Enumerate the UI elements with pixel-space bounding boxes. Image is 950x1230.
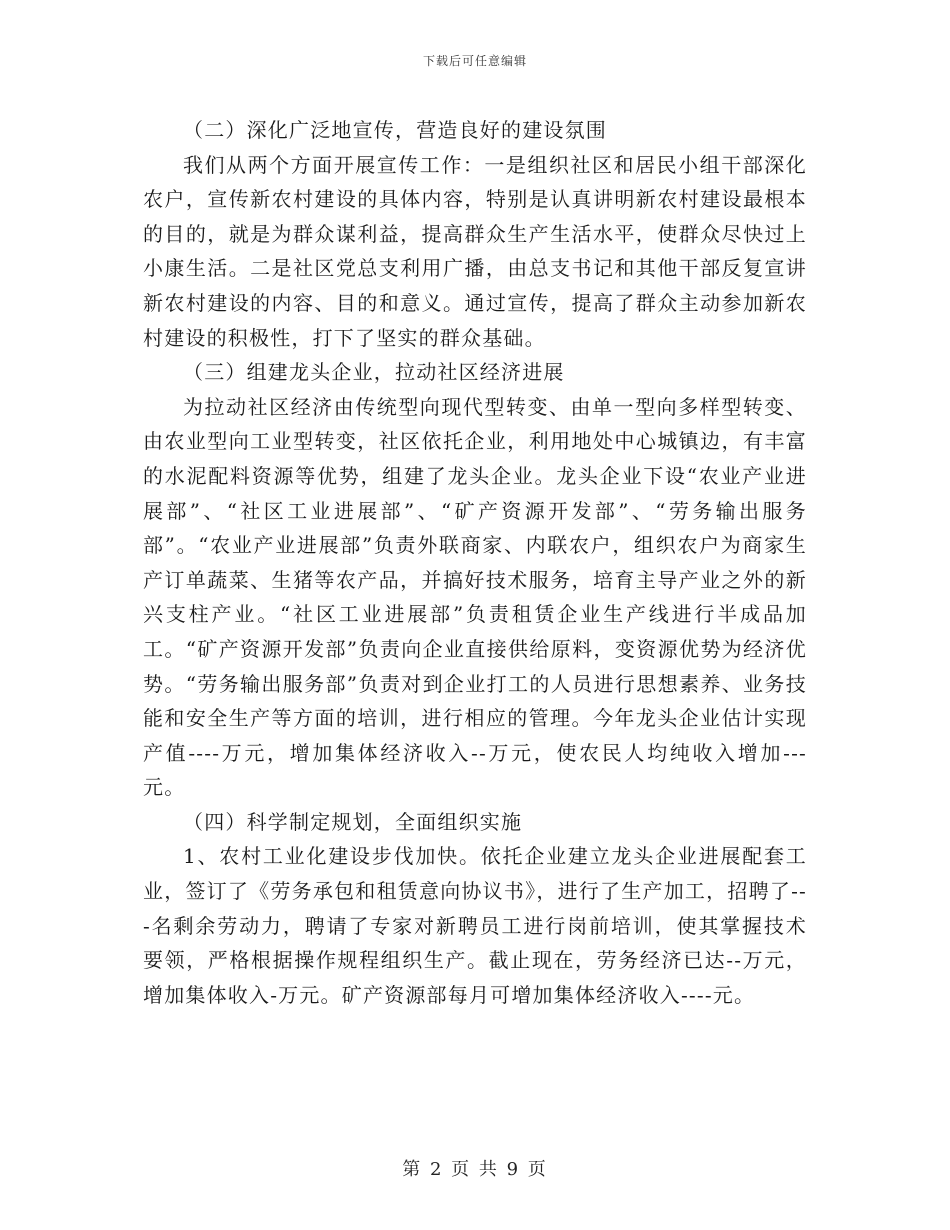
section-heading-2: （二）深化广泛地宣传，营造良好的建设氛围 xyxy=(183,118,607,142)
paragraph-leading-enterprise: 为拉动社区经济由传统型向现代型转变、由单一型向多样型转变、由农业型向工业型转变，社区依托企业，利用地处中心城镇边，有丰富的水泥配料资源等优势，组建了龙头企业。龙头企业下设“农业产业进展部”、“社区工业进展部”、“矿产资源开发部”、“劳务输出服务部”。“农业产业进展部”负责外联商家、内联农户，组织农户为商家生产订单蔬菜、生猪等农产品，并搞好技术服务，培育主导产业之外的新兴支柱产业。“社区工业进展部”负责租赁企业生产线进行半成品加工。“矿产资源开发部”负责向企业直接供给原料，变资源优势为经济优势。“劳务输出服务部”负责对到企业打工的人员进行思想素养、业务技能和安全生产等方面的培训，进行相应的管理。今年龙头企业估计实现产值----万元，增加集体经济收入--万元，使农民人均纯收入增加---元。 xyxy=(143,394,807,800)
paragraph-publicity: 我们从两个方面开展宣传工作：一是组织社区和居民小组干部深化农户，宣传新农村建设的具体内容，特别是认真讲明新农村建设最根本的目的，就是为群众谋利益，提高群众生产生活水平，使群众尽快过上小康生活。二是社区党总支利用广播，由总支书记和其他干部反复宣讲新农村建设的内容、目的和意义。通过宣传，提高了群众主动参加新农村建设的积极性，打下了坚实的群众基础。 xyxy=(143,152,807,350)
section-heading-4: （四）科学制定规划，全面组织实施 xyxy=(183,809,523,834)
page-number: 第 2 页 共 9 页 xyxy=(402,1159,548,1180)
document-body xyxy=(143,113,807,1012)
section-heading-3: （三）组建龙头企业，拉动社区经济进展 xyxy=(183,360,565,385)
paragraph-industrialization: 1、农村工业化建设步伐加快。依托企业建立龙头企业进展配套工业，签订了《劳务承包和租赁意向协议书》，进行了生产加工，招聘了---名剩余劳动力，聘请了专家对新聘员工进行岗前培训，使其掌握技术要领，严格根据操作规程组织生产。截止现在，劳务经济已达--万元，增加集体收入-万元。矿产资源部每月可增加集体经济收入----元。 xyxy=(143,844,807,1007)
page-header: 下载后可任意编辑 xyxy=(422,54,527,68)
